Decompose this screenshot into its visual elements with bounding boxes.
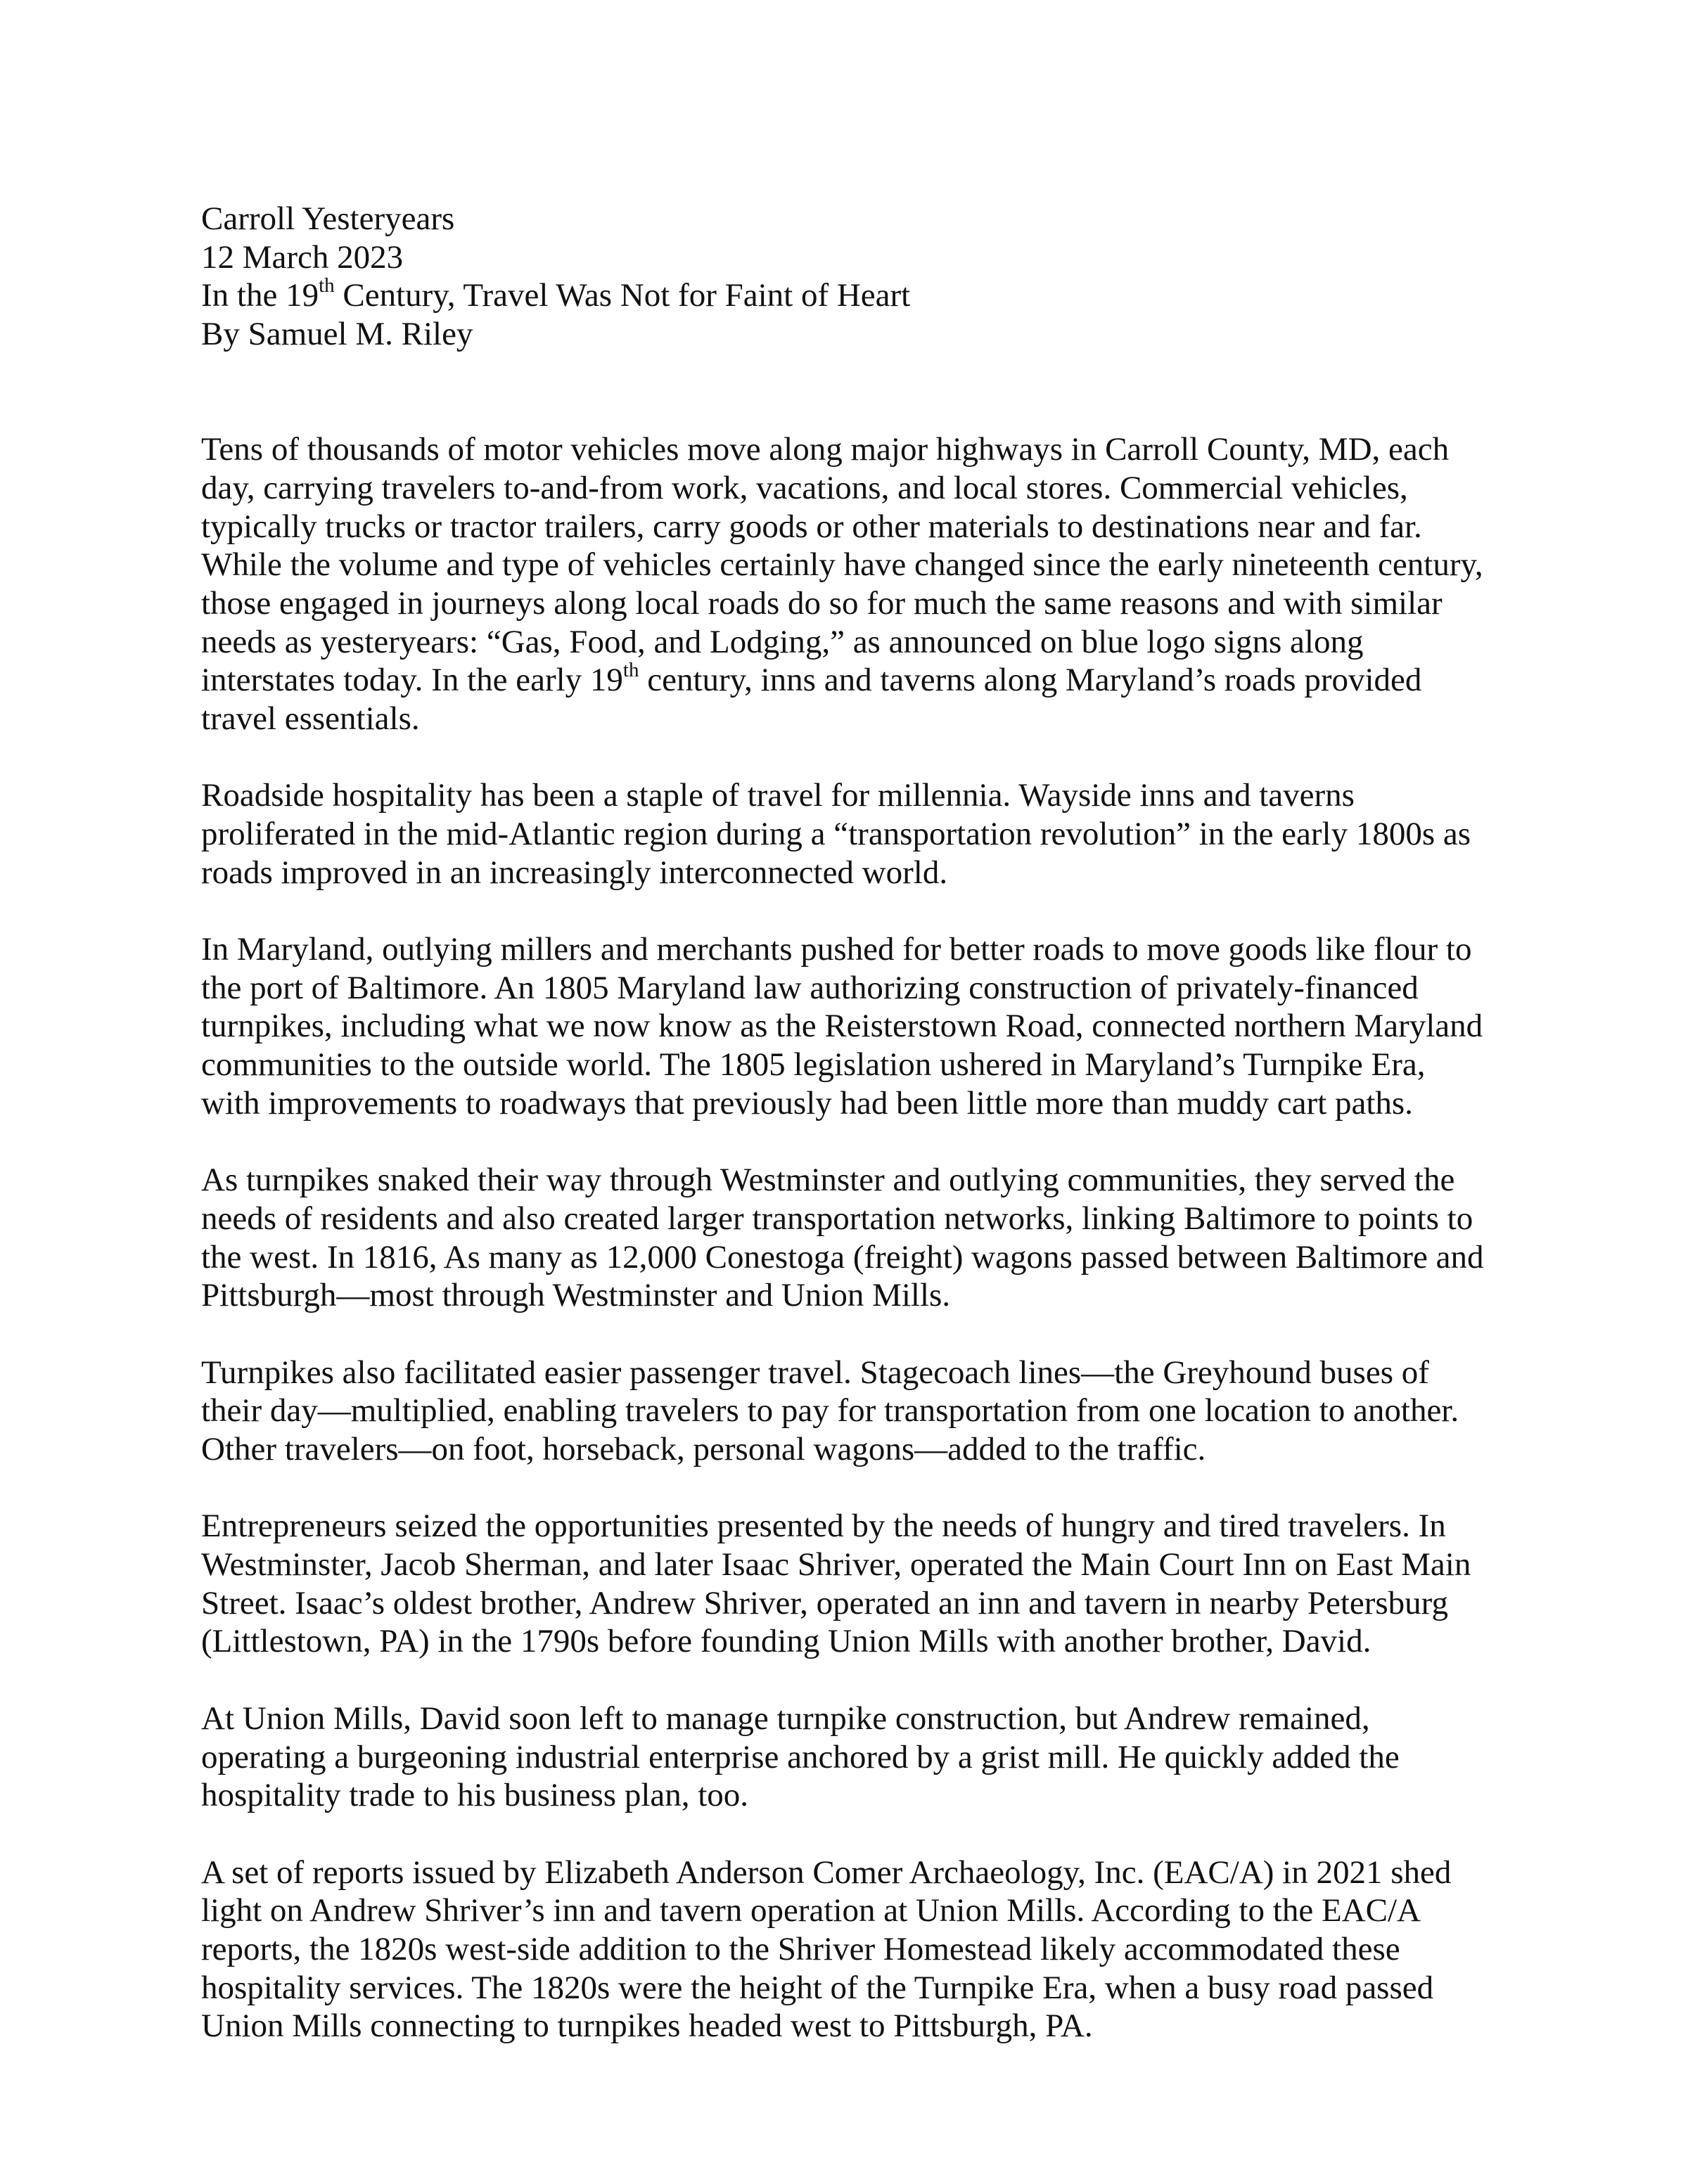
text-line: proliferated in the mid-Atlantic region during a “transportation revolution” in the early 1800s as xyxy=(201,816,1471,852)
title-text: In the 19 xyxy=(201,277,319,314)
text-line: Westminster, Jacob Sherman, and later Isaac Shriver, operated the Main Court Inn on East Main xyxy=(201,1546,1471,1584)
text-line: roads improved in an increasingly interconnected world. xyxy=(201,854,948,891)
text-line: those engaged in journeys along local roads do so for much the same reasons and with similar xyxy=(201,584,1443,622)
text-line: the port of Baltimore. An 1805 Maryland law authorizing construction of privately-financed xyxy=(201,969,1419,1006)
text-segment: interstates today. In the early 19 xyxy=(201,662,623,699)
article-body xyxy=(201,430,1483,2045)
text-line: light on Andrew Shriver’s inn and tavern operation at Union Mills. According to the EAC/A xyxy=(201,1892,1421,1929)
text-line: Other travelers—on foot, horseback, personal wagons—added to the traffic. xyxy=(201,1431,1206,1467)
article-date: 12 March 2023 xyxy=(201,238,404,276)
text-line: their day—multiplied, enabling travelers to pay for transportation from one location to another. xyxy=(201,1392,1459,1430)
text-line xyxy=(201,658,1483,700)
text-line: Union Mills connecting to turnpikes headed west to Pittsburgh, PA. xyxy=(201,2008,1093,2045)
superscript: th xyxy=(622,658,639,681)
publication-name: Carroll Yesteryears xyxy=(201,200,455,237)
paragraph xyxy=(201,930,1483,1122)
document-page xyxy=(201,200,1483,2045)
text-line: hospitality services. The 1820s were the height of the Turnpike Era, when a busy road passed xyxy=(201,1969,1434,2006)
text-line: As turnpikes snaked their way through Westminster and outlying communities, they served the xyxy=(201,1162,1455,1199)
text-line: hospitality trade to his business plan, too. xyxy=(201,1777,749,1814)
text-line: turnpikes, including what we now know as the Reisterstown Road, connected northern Maryland xyxy=(201,1008,1483,1045)
text-line: typically trucks or tractor trailers, carry goods or other materials to destinations near and far. xyxy=(201,508,1422,545)
paragraph xyxy=(201,1354,1483,1469)
paragraph xyxy=(201,1700,1483,1815)
text-line: Entrepreneurs seized the opportunities presented by the needs of hungry and tired travelers. In xyxy=(201,1508,1446,1545)
text-line: Pittsburgh—most through Westminster and Union Mills. xyxy=(201,1277,951,1314)
text-line: A set of reports issued by Elizabeth Anderson Comer Archaeology, Inc. (EAC/A) in 2021 shed xyxy=(201,1854,1452,1891)
text-line: In Maryland, outlying millers and merchants pushed for better roads to move goods like flour to xyxy=(201,931,1472,968)
title-superscript: th xyxy=(319,274,335,297)
text-line: travel essentials. xyxy=(201,700,420,737)
paragraph xyxy=(201,776,1483,892)
text-line: with improvements to roadways that previously had been little more than muddy cart paths. xyxy=(201,1084,1413,1122)
text-line: day, carrying travelers to-and-from work, vacations, and local stores. Commercial vehicles, xyxy=(201,469,1408,506)
text-line: At Union Mills, David soon left to manage turnpike construction, but Andrew remained, xyxy=(201,1700,1370,1737)
text-line: Street. Isaac’s oldest brother, Andrew Shriver, operated an inn and tavern in nearby Petersburg xyxy=(201,1584,1448,1621)
text-line: operating a burgeoning industrial enterprise anchored by a grist mill. He quickly added the xyxy=(201,1738,1400,1775)
text-line: needs as yesteryears: “Gas, Food, and Lodging,” as announced on blue logo signs along xyxy=(201,623,1364,660)
text-line: While the volume and type of vehicles certainly have changed since the early nineteenth century, xyxy=(201,546,1483,584)
text-line: needs of residents and also created larger transportation networks, linking Baltimore to points to xyxy=(201,1200,1473,1237)
byline: By Samuel M. Riley xyxy=(201,316,473,353)
paragraph xyxy=(201,1161,1483,1315)
text-line: Roadside hospitality has been a staple of travel for millennia. Wayside inns and taverns xyxy=(201,777,1355,814)
paragraph xyxy=(201,430,1483,738)
text-line: reports, the 1820s west-side addition to the Shriver Homestead likely accommodated these xyxy=(201,1930,1400,1967)
title-text: Century, Travel Was Not for Faint of Heart xyxy=(334,277,911,314)
text-line: the west. In 1816, As many as 12,000 Conestoga (freight) wagons passed between Baltimore and xyxy=(201,1238,1484,1276)
text-line: Turnpikes also facilitated easier passenger travel. Stagecoach lines—the Greyhound buses of xyxy=(201,1354,1429,1391)
paragraph xyxy=(201,1507,1483,1661)
article-title xyxy=(201,276,1483,315)
text-line: Tens of thousands of motor vehicles move along major highways in Carroll County, MD, each xyxy=(201,431,1450,468)
text-segment: century, inns and taverns along Maryland’s roads provided xyxy=(639,662,1422,699)
text-line: (Littlestown, PA) in the 1790s before founding Union Mills with another brother, David. xyxy=(201,1623,1372,1660)
paragraph xyxy=(201,1854,1483,2045)
text-line: communities to the outside world. The 1805 legislation ushered in Maryland’s Turnpike Era, xyxy=(201,1046,1426,1084)
